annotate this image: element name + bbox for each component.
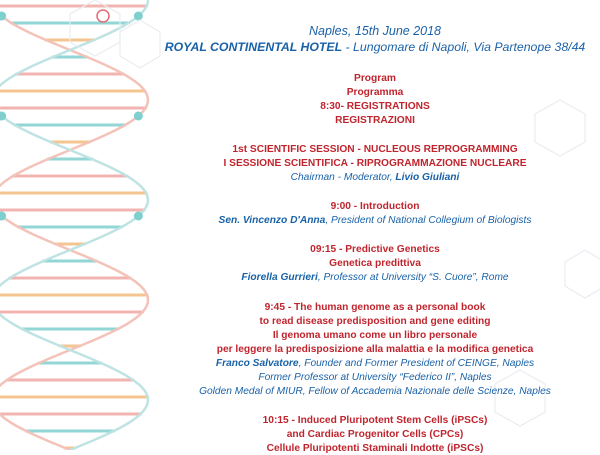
registration-it: REGISTRAZIONI bbox=[335, 115, 415, 126]
talk-title-line: 09:15 - Predictive Genetics bbox=[310, 244, 440, 255]
session-title-en: 1st SCIENTIFIC SESSION - NUCLEOUS REPROGRAMMING bbox=[232, 144, 518, 155]
venue-name: ROYAL CONTINENTAL HOTEL bbox=[164, 40, 343, 54]
talk-title-line: to read disease predisposition and gene editing bbox=[259, 316, 491, 327]
talk-title-line: per leggere la predisposizione alla malattia e la modifica genetica bbox=[216, 344, 534, 355]
speaker-name: Fiorella Gurrieri bbox=[241, 272, 318, 283]
dna-backbone bbox=[0, 0, 148, 450]
talk-title-line: 9:00 - Introduction bbox=[330, 201, 420, 212]
venue-address: - Lungomare di Napoli, Via Partenope 38/44 bbox=[342, 40, 586, 54]
talk-speaker bbox=[150, 357, 600, 370]
speaker-affiliation: , Professor at University “S. Cuore”, Rome bbox=[317, 272, 509, 283]
talk-title-line: 10:15 - Induced Pluripotent Stem Cells (iPSCs) bbox=[262, 415, 488, 426]
talk-title-line: Cellule Pluripotenti Staminali Indotte (iPSCs) bbox=[266, 443, 484, 454]
session-chair bbox=[150, 171, 600, 184]
program-title-en: Program bbox=[354, 73, 396, 84]
dna-helix-illustration bbox=[0, 0, 170, 450]
dna-node bbox=[134, 212, 143, 221]
speaker-affiliation: , Founder and Former President of CEINGE, Naples bbox=[298, 358, 535, 369]
talk-title-line: Il genoma umano come un libro personale bbox=[272, 330, 478, 341]
chair-name: Livio Giuliani bbox=[395, 172, 460, 183]
event-date: Naples, 15th June 2018 bbox=[308, 24, 442, 38]
event-venue bbox=[150, 40, 600, 54]
speaker-affiliation: , President of National Collegium of Biologists bbox=[325, 215, 532, 226]
talk-title-line: Genetica predittiva bbox=[329, 258, 421, 269]
talk-speaker bbox=[150, 271, 600, 284]
talk-speaker bbox=[150, 214, 600, 227]
dna-node bbox=[134, 12, 143, 21]
talk-title-line: 9:45 - The human genome as a personal book bbox=[264, 302, 486, 313]
program-document bbox=[150, 0, 600, 454]
speaker-extra-affiliation: Golden Medal of MIUR, Fellow of Accademia Nazionale delle Scienze, Naples bbox=[199, 386, 551, 397]
speaker-extra-affiliation: Former Professor at University “Federico II”, Naples bbox=[258, 372, 492, 383]
session-title-it: I SESSIONE SCIENTIFICA - RIPROGRAMMAZIONE NUCLEARE bbox=[223, 158, 527, 169]
speaker-name: Franco Salvatore bbox=[215, 358, 299, 369]
dna-node bbox=[134, 112, 143, 121]
registration-en: 8:30- REGISTRATIONS bbox=[320, 101, 430, 112]
speaker-name: Sen. Vincenzo D'Anna bbox=[218, 215, 326, 226]
program-title-it: Programma bbox=[346, 87, 404, 98]
chair-label: Chairman - Moderator, bbox=[290, 172, 396, 183]
talk-title-line: and Cardiac Progenitor Cells (CPCs) bbox=[286, 429, 464, 440]
